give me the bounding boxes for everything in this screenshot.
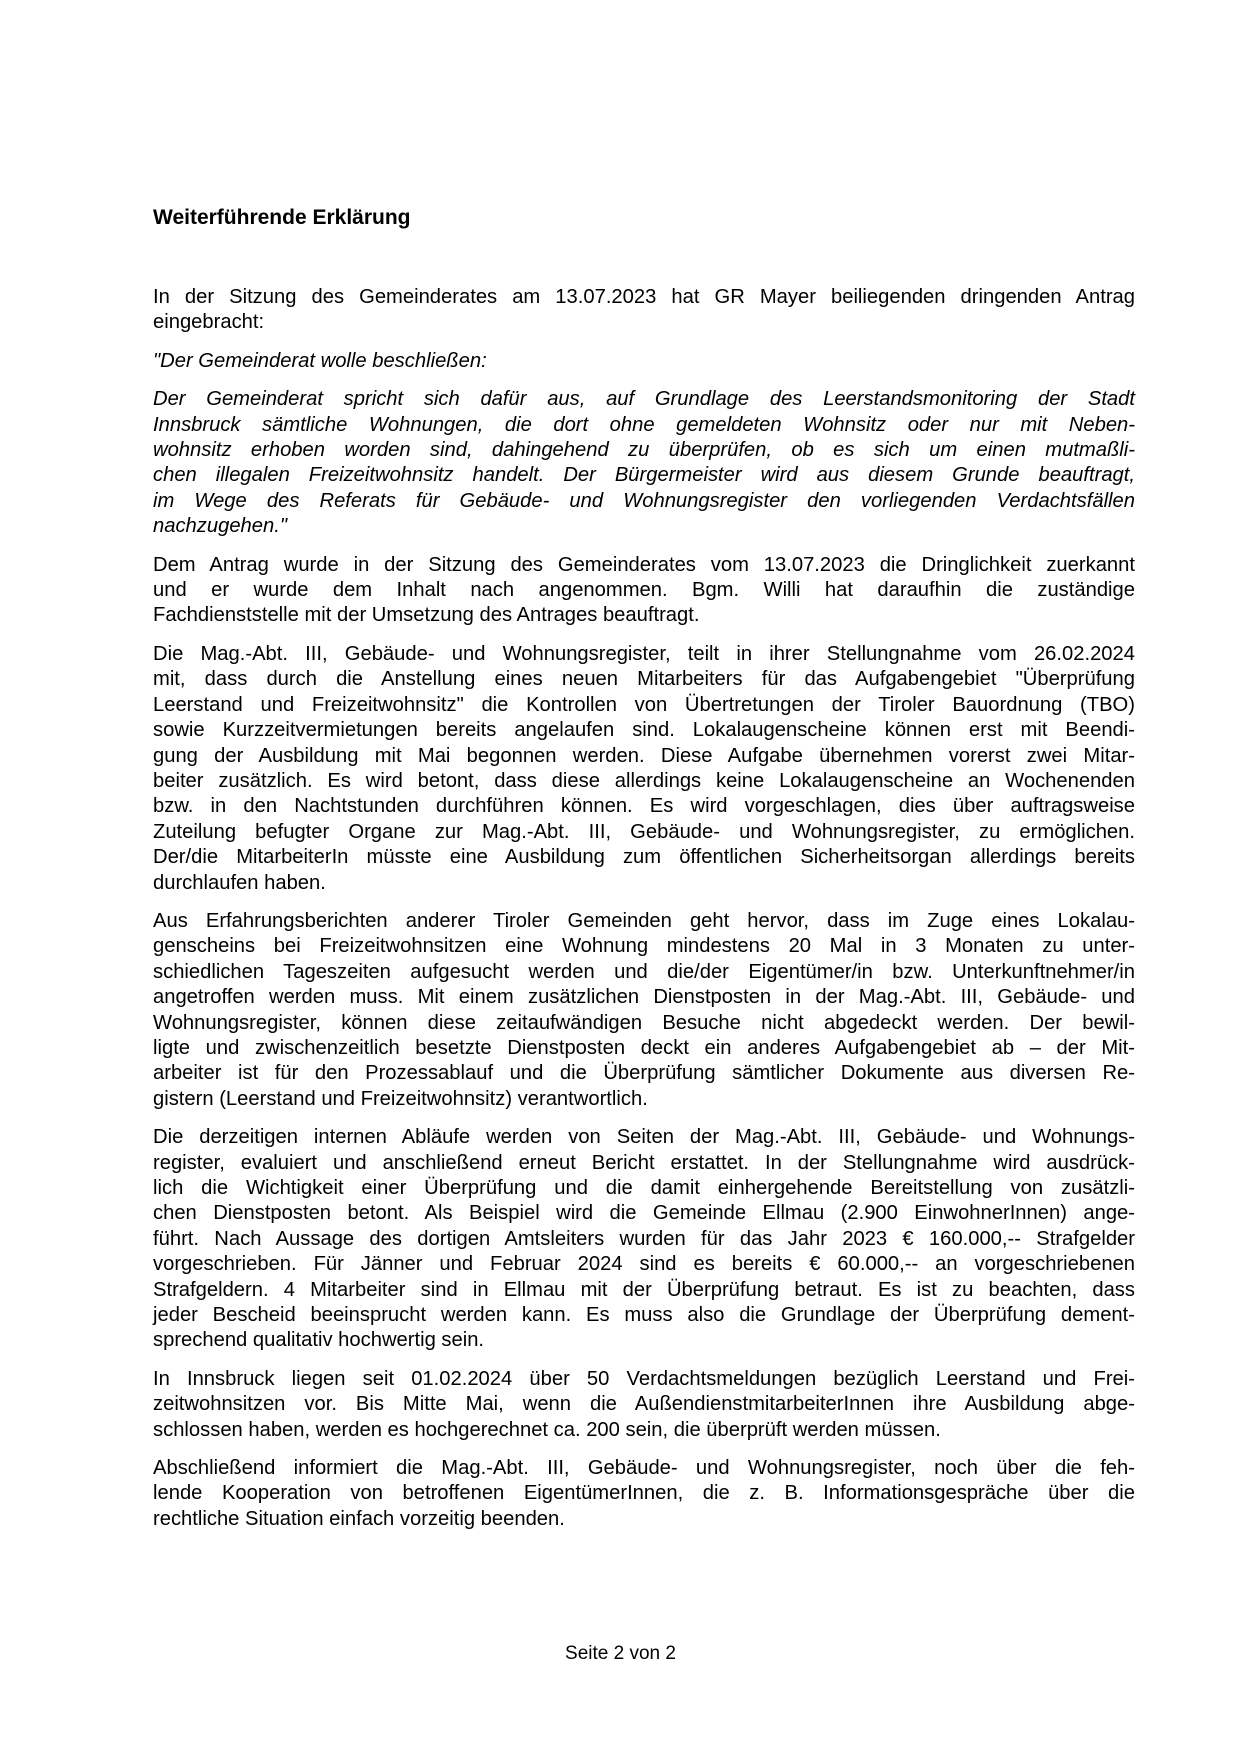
paragraph-line: mit, dass durch die Anstellung eines neuen Mitarbeiters für das Aufgabengebiet "Überprüfung	[153, 668, 1135, 691]
paragraph-line: beiter zusätzlich. Es wird betont, dass diese allerdings keine Lokalaugenscheine an Wochenenden	[153, 769, 1135, 792]
paragraph-line: Zuteilung befugter Organe zur Mag.-Abt. III, Gebäude- und Wohnungsregister, zu ermöglichen.	[153, 820, 1135, 843]
paragraph-line: lich die Wichtigkeit einer Überprüfung und die damit einhergehende Bereitstellung von zusätzli-	[153, 1177, 1135, 1199]
paragraph-line: Innsbruck sämtliche Wohnungen, die dort ohne gemeldeten Wohnsitz oder nur mit Neben-	[153, 413, 1135, 436]
paragraph-line: angetroffen werden muss. Mit einem zusätzlichen Dienstposten in der Mag.-Abt. III, Gebäude- und	[153, 986, 1135, 1009]
paragraph-line: chen Dienstposten betont. Als Beispiel wird die Gemeinde Ellmau (2.900 EinwohnerInnen) ange-	[153, 1202, 1135, 1225]
paragraph-line: vorgeschrieben. Für Jänner und Februar 2024 sind es bereits € 60.000,-- an vorgeschriebenen	[153, 1253, 1135, 1276]
paragraph-processes	[153, 1125, 1135, 1354]
paragraph-line: durchlaufen haben.	[153, 871, 326, 894]
paragraph-line: schlossen haben, werden es hochgerechnet ca. 200 sein, die überprüft werden müssen.	[153, 1418, 941, 1441]
paragraph-line: Wohnungsregister, können diese zeitaufwändigen Besuche nicht abgedeckt werden. Der bewil-	[153, 1011, 1135, 1034]
paragraph-list	[153, 285, 1135, 1532]
paragraph-line: zeitwohnsitzen vor. Bis Mitte Mai, wenn die AußendienstmitarbeiterInnen ihre Ausbildung abge-	[153, 1393, 1135, 1416]
paragraph-line: Strafgeldern. 4 Mitarbeiter sind in Ellmau mit der Überprüfung betraut. Es ist zu beachten, dass	[153, 1278, 1135, 1301]
paragraph-line: führt. Nach Aussage des dortigen Amtsleiters wurden für das Jahr 2023 € 160.000,-- Strafgelder	[153, 1227, 1135, 1250]
paragraph-line: Aus Erfahrungsberichten anderer Tiroler Gemeinden geht hervor, dass im Zuge eines Lokalau-	[153, 909, 1135, 932]
paragraph-line: Leerstand und Freizeitwohnsitz" die Kontrollen von Übertretungen der Tiroler Bauordnung (TBO)	[153, 693, 1135, 716]
paragraph-line: wohnsitz erhoben worden sind, dahingehend zu überprüfen, ob es sich um einen mutmaßli-	[153, 439, 1135, 462]
paragraph-line: jeder Bescheid beeinsprucht werden kann. Es muss also die Grundlage der Überprüfung dement-	[153, 1304, 1135, 1327]
paragraph-line: sowie Kurzzeitvermietungen bereits angelaufen sind. Lokalaugenscheine können erst mit Beendi-	[153, 719, 1135, 742]
paragraph-line: gung der Ausbildung mit Mai begonnen werden. Diese Aufgabe übernehmen vorerst zwei Mitar-	[153, 744, 1135, 767]
paragraph-motion-text	[153, 387, 1135, 539]
paragraph-line: Der Gemeinderat spricht sich dafür aus, auf Grundlage des Leerstandsmonitoring der Stadt	[153, 388, 1135, 411]
paragraph-line: Dem Antrag wurde in der Sitzung des Gemeinderates vom 13.07.2023 die Dringlichkeit zuerkannt	[153, 553, 1135, 576]
document-body	[153, 203, 1135, 1545]
paragraph-line: Abschließend informiert die Mag.-Abt. III, Gebäude- und Wohnungsregister, noch über die feh-	[153, 1457, 1135, 1480]
paragraph-closing	[153, 1456, 1135, 1532]
paragraph-motion-opening	[153, 349, 1135, 374]
paragraph-line: Die Mag.-Abt. III, Gebäude- und Wohnungsregister, teilt in ihrer Stellungnahme vom 26.02.2024	[153, 642, 1135, 665]
paragraph-line: schiedlichen Tageszeiten aufgesucht werden und die/der Eigentümer/in bzw. Unterkunftnehmer/in	[153, 960, 1135, 983]
paragraph-line: chen illegalen Freizeitwohnsitz handelt. Der Bürgermeister wird aus diesem Grunde beauftragt,	[153, 464, 1135, 487]
page-number-footer: Seite 2 von 2	[565, 1643, 676, 1664]
paragraph-line: lende Kooperation von betroffenen EigentümerInnen, die z. B. Informationsgespräche über die	[153, 1482, 1135, 1505]
paragraph-line: sprechend qualitativ hochwertig sein.	[153, 1329, 485, 1352]
paragraph-line: arbeiter ist für den Prozessablauf und die Überprüfung sämtlicher Dokumente aus diversen Re-	[153, 1062, 1135, 1085]
paragraph-intro	[153, 285, 1135, 336]
document-heading: Weiterführende Erklärung	[153, 206, 411, 229]
paragraph-line: register, evaluiert und anschließend erneut Bericht erstattet. In der Stellungnahme wird ausdrück-	[153, 1151, 1135, 1174]
paragraph-line: Die derzeitigen internen Abläufe werden von Seiten der Mag.-Abt. III, Gebäude- und Wohnungs-	[153, 1126, 1135, 1149]
paragraph-line: In Innsbruck liegen seit 01.02.2024 über 50 Verdachtsmeldungen bezüglich Leerstand und Frei-	[153, 1367, 1135, 1390]
paragraph-experience	[153, 909, 1135, 1112]
paragraph-statement	[153, 642, 1135, 896]
paragraph-reports	[153, 1367, 1135, 1443]
paragraph-line: nachzugehen."	[153, 515, 288, 538]
paragraph-line: ligte und zwischenzeitlich besetzte Dienstposten deckt ein anderes Aufgabengebiet ab – der Mit-	[153, 1036, 1135, 1059]
paragraph-line: und er wurde dem Inhalt nach angenommen. Bgm. Willi hat daraufhin die zuständige	[153, 579, 1135, 602]
paragraph-line: im Wege des Referats für Gebäude- und Wohnungsregister den vorliegenden Verdachtsfällen	[153, 489, 1135, 512]
paragraph-line: genscheins bei Freizeitwohnsitzen eine Wohnung mindestens 20 Mal in 3 Monaten zu unter-	[153, 935, 1135, 958]
paragraph-line: "Der Gemeinderat wolle beschließen:	[153, 349, 487, 372]
paragraph-line: eingebracht:	[153, 311, 265, 334]
paragraph-line: bzw. in den Nachtstunden durchführen können. Es wird vorgeschlagen, dies über auftragsweise	[153, 795, 1135, 818]
paragraph-line: rechtliche Situation einfach vorzeitig beenden.	[153, 1507, 565, 1530]
paragraph-line: Fachdienststelle mit der Umsetzung des Antrages beauftragt.	[153, 604, 700, 627]
paragraph-line: Der/die MitarbeiterIn müsste eine Ausbildung zum öffentlichen Sicherheitsorgan allerdings bereits	[153, 846, 1135, 869]
paragraph-urgency	[153, 553, 1135, 629]
paragraph-line: gistern (Leerstand und Freizeitwohnsitz) verantwortlich.	[153, 1087, 648, 1110]
paragraph-line: In der Sitzung des Gemeinderates am 13.07.2023 hat GR Mayer beiliegenden dringenden Antrag	[153, 286, 1135, 308]
